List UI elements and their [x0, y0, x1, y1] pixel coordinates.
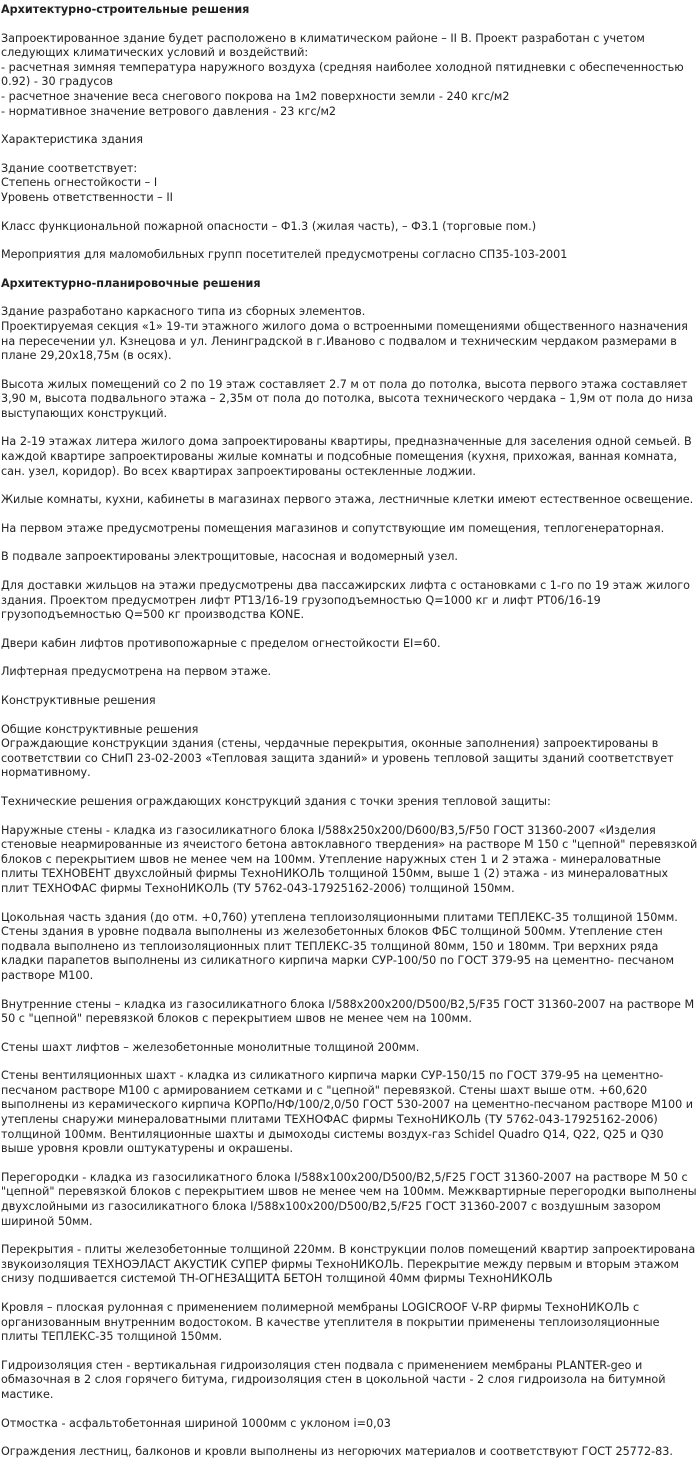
paragraph — [1, 998, 699, 1027]
paragraph — [1, 522, 699, 537]
text-line: Характеристика здания — [1, 133, 143, 147]
text-line: Запроектированное здание будет расположено в климатическом районе – II В. Проект разработан с учетом следующих климатических условий и воздействий: — [1, 31, 645, 60]
paragraph — [1, 579, 699, 623]
paragraph — [1, 1041, 699, 1056]
text-line: Перегородки - кладка из газосиликатного блока I/588x100x200/D500/B2,5/F25 ГОСТ 31360-2007 на растворе М 50 с "цепной" перевязкой блоков с перекрытием швов не менее чем на 100мм. Межквартирные перегородки выполнены двухслойными из газосиликатного блока I/588x100x200/D500/B2,5/F25 ГОСТ 31360-2007 с воздушным зазором шириной 50мм. — [1, 1170, 697, 1228]
text-line: Для доставки жильцов на этажи предусмотрены два пассажирских лифта с остановками с 1-го по 19 этаж жилого здания. Проектом предусмотрен лифт РТ13/16-19 грузоподъемностью Q=1000 кг и лифт РТ06/16-19 грузоподъемностью Q=500 кг производства KONE. — [1, 579, 690, 622]
text-line: В подвале запроектированы электрощитовые, насосная и водомерный узел. — [1, 550, 458, 564]
paragraph — [1, 723, 699, 781]
text-line: Кровля – плоская рулонная с применением полимерной мембраны LOGICROOF V-RP фирмы ТехноНИКОЛЬ с организованным внутренним водостоком. В качестве утеплителя в покрытии применены теплоизоляционные плиты ТЕПЛЕКС-35 толщиной 150мм. — [1, 1301, 660, 1344]
text-line: Технические решения ограждающих конструкций здания с точки зрения тепловой защиты: — [1, 794, 551, 808]
text-line: Наружные стены - кладка из газосиликатного блока I/588x250x200/D600/B3,5/F50 ГОСТ 31360-2007 «Изделия стеновые неармированные из ячеистого бетона автоклавного твердения» на растворе М 150 с "цепной" перевязкой блоков с перекрытием швов не менее чем на 100мм. Утепление наружных стен 1 и 2 этажа - минераловатные плиты ТЕХНОВЕНТ двухслойный фирмы ТехноНИКОЛЬ толщиной 150мм, выше 1 (2) этажа - из минераловатных плит ТЕХНОФАС фирмы ТехноНИКОЛЬ (ТУ 5762-043-17925162-2006) толщиной 150мм. — [1, 823, 698, 895]
text-line: На 2-19 этажах литера жилого дома запроектированы квартиры, предназначенные для заселения одной семьей. В каждой квартире запроектированы жилые комнаты и подсобные помещения (кухня, прихожая, ванная комната, сан. узел, коридор). Во всех квартирах запроектированы остекленные лоджии. — [1, 435, 692, 478]
text-line: Здание соответствует: — [1, 161, 138, 175]
paragraph — [1, 1301, 699, 1345]
paragraph — [1, 665, 699, 680]
text-line: Жилые комнаты, кухни, кабинеты в магазинах первого этажа, лестничные клетки имеют естественное освещение. — [1, 493, 694, 507]
text-line: Проектируемая секция «1» 19-ти этажного жилого дома о встроенными помещениями общественного назначения на пересечении ул. Кзнецова и ул. Ленинградской в г.Иваново с подвалом и техническим чердаком размерами в плане 29,20x18,75м (в осях). — [1, 319, 688, 363]
text-line: Общие конструктивные решения — [1, 722, 199, 736]
text-line: Лифтерная предусмотрена на первом этаже. — [1, 665, 272, 679]
text-line: Отмостка - асфальтобетонная шириной 1000мм с уклоном i=0,03 — [1, 1416, 391, 1430]
paragraph — [1, 162, 699, 206]
text-line: Внутренние стены – кладка из газосиликатного блока I/588x200x200/D500/B2,5/F35 ГОСТ 31360-2007 на растворе М 50 с "цепной" перевязкой блоков с перекрытием швов не менее чем на 100мм. — [1, 997, 695, 1026]
section-heading: Архитектурно-строительные решения — [1, 3, 250, 16]
paragraph — [1, 493, 699, 508]
text-line: Стены вентиляционных шахт - кладка из силикатного кирпича марки СУР-150/15 по ГОСТ 379-95 на цементно-песчаном растворе М100 с армированием сетками и с "цепной" перевязкой. Стены шахт выше отм. +60,620 выполнены из керамического кирпича КОРПо/НФ/100/2,0/50 ГОСТ 530-2007 на цементно-песчаном растворе М100 и утеплены снаружи минераловатными плитами ТЕХНОФАС фирмы ТехноНИКОЛЬ (ТУ 5762-043-17925162-2006) толщиной 100мм. Вентиляционные шахты и дымоходы системы воздух-газ Schidel Quadro Q14, Q22, Q25 и Q30 выше уровня кровли оштукатурены и окрашены. — [1, 1069, 694, 1156]
text-line: Двери кабин лифтов противопожарные с пределом огнестойкости EI=60. — [1, 636, 441, 650]
paragraph — [1, 795, 699, 810]
paragraph — [1, 305, 699, 363]
text-line: - расчетное значение веса снегового покрова на 1м2 поверхности земли - 240 кгс/м2 — [1, 89, 510, 103]
paragraph — [1, 637, 699, 652]
paragraph — [1, 1069, 699, 1157]
paragraph — [1, 911, 699, 984]
text-line: Уровень ответственности – II — [1, 190, 173, 204]
text-line: Ограждения лестниц, балконов и кровли выполнены из негорючих материалов и соответствуют ГОСТ 25772-83. — [1, 1445, 673, 1459]
paragraph — [1, 248, 699, 263]
paragraph — [1, 694, 699, 709]
text-line: Степень огнестойкости – I — [1, 176, 158, 190]
paragraph — [1, 1417, 699, 1432]
text-line: Мероприятия для маломобильных групп посетителей предусмотрены согласно СП35-103-2001 — [1, 248, 568, 262]
text-line: Конструктивные решения — [1, 694, 156, 707]
text-line: - расчетная зимняя температура наружного воздуха (средняя наиболее холодной пятидневки с обеспеченностью 0.92) - 30 градусов — [1, 60, 684, 89]
paragraph — [1, 435, 699, 479]
paragraph — [1, 220, 699, 235]
paragraph — [1, 1243, 699, 1287]
text-line: Цокольная часть здания (до отм. +0,760) утеплена теплоизоляционными плитами ТЕПЛЕКС-35 толщиной 150мм. Стены здания в уровне подвала выполнены из железобетонных блоков ФБС толщиной 500мм. Утепление стен подвала выполнено из теплоизоляционных плит ТЕПЛЕКС-35 толщиной 80мм, 150 и 180мм. Три верхних ряда кладки парапетов выполнены из силикатного кирпича марки СУР-100/50 по ГОСТ 379-95 на цементно- песчаном растворе М100. — [1, 910, 678, 982]
text-line: - нормативное значение ветрового давления - 23 кгс/м2 — [1, 104, 337, 118]
text-line: Перекрытия - плиты железобетонные толщиной 220мм. В конструкции полов помещений квартир запроектирована звукоизоляция ТЕХНОЭЛАСТ АКУСТИК СУПЕР фирмы ТехноНИКОЛЬ. Перекрытие между первым и вторым этажом снизу подшивается системой ТН-ОГНЕЗАЩИТА БЕТОН толщиной 40мм фирмы ТехноНИКОЛЬ — [1, 1243, 696, 1286]
paragraph — [1, 1171, 699, 1229]
paragraph — [1, 1445, 699, 1460]
text-line: Ограждающие конструкции здания (стены, чердачные перекрытия, оконные заполнения) запроектированы в соответствии со СНиП 23-02-2003 «Тепловая защита зданий» и уровень тепловой защиты зданий соответствует нормативному. — [1, 737, 674, 780]
paragraph — [1, 133, 699, 148]
text-line: Класс функциональной пожарной опасности – Ф1.3 (жилая часть), – Ф3.1 (торговые пом.) — [1, 219, 537, 233]
paragraph — [1, 1359, 699, 1403]
text-line: Стены шахт лифтов – железобетонные монолитные толщиной 200мм. — [1, 1040, 420, 1054]
text-line: На первом этаже предусмотрены помещения магазинов и сопутствующие им помещения, теплогенераторная. — [1, 521, 665, 535]
paragraph — [1, 32, 699, 120]
text-line: Здание разработано каркасного типа из сборных элементов. — [1, 305, 366, 319]
text-line: Гидроизоляция стен - вертикальная гидроизоляция стен подвала с применением мембраны PLANTER-geo и обмазочная в 2 слоя горячего битума, гидроизоляция стен в цокольной части - 2 слоя гидроизола на битумной мастике. — [1, 1358, 666, 1401]
section-heading: Архитектурно-планировочные решения — [1, 276, 261, 290]
text-line: Высота жилых помещений со 2 по 19 этаж составляет 2.7 м от пола до потолка, высота первого этажа составляет 3,90 м, высота подвального этажа – 2,35м от пола до потолка, высота технического чердака – 1,9м от пола до низа выступающих конструкций. — [1, 377, 694, 420]
paragraph — [1, 824, 699, 897]
paragraph — [1, 550, 699, 565]
paragraph — [1, 378, 699, 422]
